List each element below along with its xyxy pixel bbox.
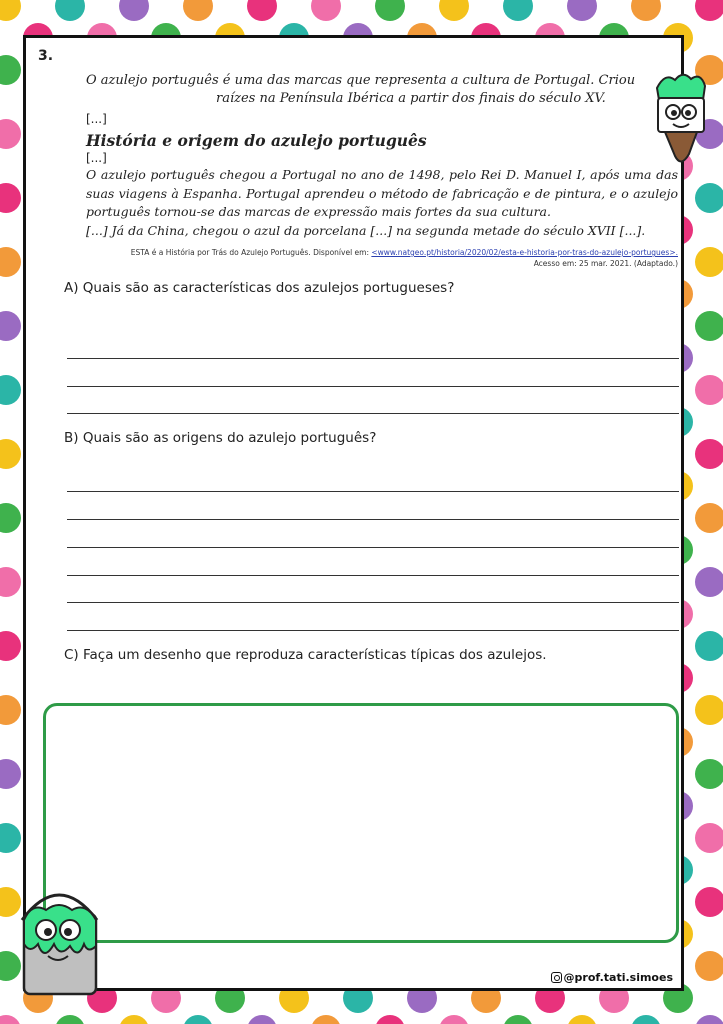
ellipsis-marker: [...] <box>86 112 107 126</box>
background-dot <box>503 1015 533 1024</box>
answer-line[interactable] <box>67 547 679 548</box>
answer-line[interactable] <box>67 575 679 576</box>
text-heading: História e origem do azulejo português <box>86 131 427 150</box>
exercise-number: 3. <box>38 48 54 64</box>
background-dot <box>695 695 723 725</box>
background-dot <box>0 503 21 533</box>
background-dot <box>695 567 723 597</box>
background-dot <box>119 1015 149 1024</box>
background-dot <box>0 183 21 213</box>
handle-text: @prof.tati.simoes <box>563 971 673 984</box>
background-dot <box>0 823 21 853</box>
background-dot <box>631 1015 661 1024</box>
answer-line[interactable] <box>67 630 679 631</box>
ellipsis-marker: [...] <box>86 151 107 165</box>
background-dot <box>695 247 723 277</box>
background-dot <box>0 567 21 597</box>
credit-text: ESTA é a História por Trás do Azulejo Português. Disponível em: <box>130 248 372 257</box>
intro-text <box>86 72 656 108</box>
source-credit <box>58 247 678 269</box>
background-dot <box>0 375 21 405</box>
background-dot <box>695 887 723 917</box>
background-dot <box>695 631 723 661</box>
background-dot <box>0 0 21 21</box>
background-dot <box>119 0 149 21</box>
background-dot <box>695 0 723 21</box>
background-dot <box>695 503 723 533</box>
background-dot <box>0 759 21 789</box>
answer-line[interactable] <box>67 519 679 520</box>
background-dot <box>439 1015 469 1024</box>
source-paragraph-2: [...] Já da China, chegou o azul da porcelana [...] na segunda metade do século XVII [...]. <box>86 222 646 238</box>
background-dot <box>183 0 213 21</box>
author-handle <box>551 971 673 984</box>
background-dot <box>0 119 21 149</box>
question-c: C) Faça um desenho que reproduza características típicas dos azulejos. <box>64 647 547 663</box>
paintbrush-mascot-icon <box>645 70 715 170</box>
drawing-area[interactable] <box>43 703 679 943</box>
instagram-icon <box>551 972 562 983</box>
source-text <box>86 166 678 240</box>
background-dot <box>567 1015 597 1024</box>
answer-line[interactable] <box>67 413 679 414</box>
background-dot <box>247 1015 277 1024</box>
background-dot <box>695 1015 723 1024</box>
background-dot <box>183 1015 213 1024</box>
worksheet <box>23 35 684 991</box>
background-dot <box>0 1015 21 1024</box>
answer-line[interactable] <box>67 386 679 387</box>
paint-bucket-mascot-icon <box>12 880 107 1000</box>
background-dot <box>0 695 21 725</box>
credit-access: Acesso em: 25 mar. 2021. (Adaptado.) <box>533 259 678 268</box>
background-dot <box>695 311 723 341</box>
background-dot <box>503 0 533 21</box>
background-dot <box>695 439 723 469</box>
question-b: B) Quais são as origens do azulejo português? <box>64 430 377 446</box>
background-dot <box>375 0 405 21</box>
background-dot <box>695 823 723 853</box>
background-dot <box>439 0 469 21</box>
question-a: A) Quais são as características dos azulejos portugueses? <box>64 280 455 296</box>
credit-link[interactable]: <www.natgeo.pt/historia/2020/02/esta-e-historia-por-tras-do-azulejo-portugues>. <box>371 248 678 257</box>
background-dot <box>311 0 341 21</box>
background-dot <box>695 759 723 789</box>
background-dot <box>695 951 723 981</box>
background-dot <box>0 55 21 85</box>
background-dot <box>0 631 21 661</box>
background-dot <box>0 247 21 277</box>
background-dot <box>695 375 723 405</box>
background-dot <box>695 183 723 213</box>
background-dot <box>55 0 85 21</box>
answer-line[interactable] <box>67 491 679 492</box>
background-dot <box>311 1015 341 1024</box>
background-dot <box>567 0 597 21</box>
answer-line[interactable] <box>67 358 679 359</box>
background-dot <box>0 311 21 341</box>
background-dot <box>55 1015 85 1024</box>
intro-line-1: O azulejo português é uma das marcas que representa a cultura de Portugal. Criou <box>86 73 636 88</box>
background-dot <box>631 0 661 21</box>
background-dot <box>375 1015 405 1024</box>
background-dot <box>0 439 21 469</box>
background-dot <box>247 0 277 21</box>
answer-line[interactable] <box>67 602 679 603</box>
source-paragraph: O azulejo português chegou a Portugal no ano de 1498, pelo Rei D. Manuel I, após uma das suas viagens à Espanha. Portugal aprendeu o método de fabricação e de pintura, e o azulejo português tornou-se das marcas de expressão mais fortes da sua cultura. <box>86 167 678 219</box>
intro-line-2: raízes na Península Ibérica a partir dos finais do século XV. <box>216 91 606 106</box>
